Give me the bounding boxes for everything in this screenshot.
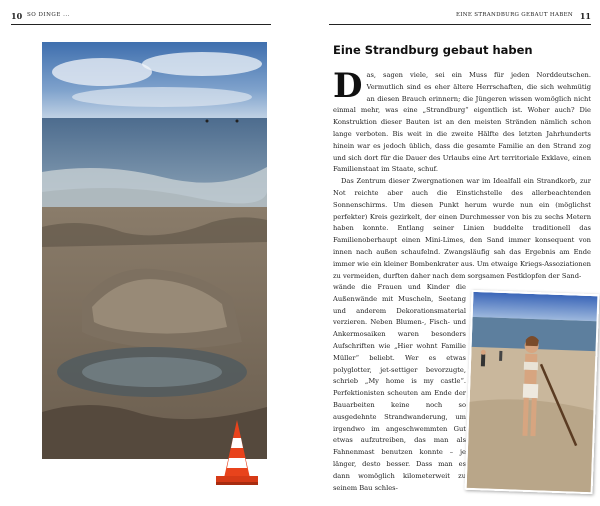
right-page-number: 11 [579,11,591,21]
article-title: Eine Strandburg gebaut haben [333,43,533,57]
paragraph-1-text: as, sagen viele, sei ein Muss für jeden Norddeutschen. Vermutlich sind es eher ältere Herrschaften, die sich wehmütig an diesen Brauch erinnern; die Jüngeren wissen womöglich nicht einmal mehr, was eine „Strandburg“ eigentlich ist. Woher auch? Die Konstruktion dieser Bauten ist an den meisten Stränden nämlich schon lange verboten. Bis weit in die zweite Hälfte des letzten Jahrhunderts hinein war es jedoch üblich, dass die gesamte Familie an den Strand zog und sich dort für die Dauer des Urlaubs eine Art territoriale Exklave, einen Familienstaat im Staate, schuf. [333,71,591,174]
sandcastle-beach-photo [42,42,267,459]
left-running-head [11,11,271,25]
paragraph-2: Das Zentrum dieser Zwergnationen war im Idealfall ein Strandkorb, zur Not reichte aber auch die Einstichstelle des allerbeachtenden Sonnenschirms. Um diesen Punkt herum wurde nun ein (möglichst perfekter) Kreis gezirkelt, der einen Durchmesser von bis zu sechs Metern haben konnte. Entlang seiner Linien buddelte traditionell das Familienoberhaupt einen Mini-Limes, den Sand immer konsequent von innen nach außen schaufelnd. Zwangsläufig sah das Ergebnis am Ende immer wie ein kleiner Bombenkrater aus. Um etwaige Kriegs-Assoziationen zu vermeiden, durften daher nach dem sorgsamen Festklopfen der Sand- [333,177,591,280]
girl-digging-photo [465,290,600,494]
article-body [333,66,591,282]
right-page [300,0,600,506]
paragraph-1 [333,66,591,176]
right-running-title: EINE STRANDBURG GEBAUT HABEN [455,12,573,18]
left-page-number: 10 [11,11,23,21]
article-narrow-column: wände die Frauen und Kinder die Außenwände mit Muscheln, Seetang und anderem Dekorationsmaterial verzieren. Neben Blumen-, Fisch- und Ankermosaiken waren besonders Aufschriften wie „Hier wohnt Familie Müller“ beliebt. Wer es etwas polyglotter, jet-settiger bevorzugte, schrieb „My home is my castle“. Perfektionisten scheuten am Ende der Bauarbeiten keine noch so ausgedehnte Strandwanderung, um irgendwo im angeschwemmten Gut etwas aufzutreiben, das man als Fahnenmast benutzen konnte – je länger, desto besser. Dass man es dann womöglich kilometerweit zu seinem Bau schles- [333,283,466,492]
drop-cap: D [333,66,363,106]
right-running-head [329,11,591,25]
traffic-cone-icon [212,418,262,490]
left-running-title: SO DINGE ... [27,12,70,18]
